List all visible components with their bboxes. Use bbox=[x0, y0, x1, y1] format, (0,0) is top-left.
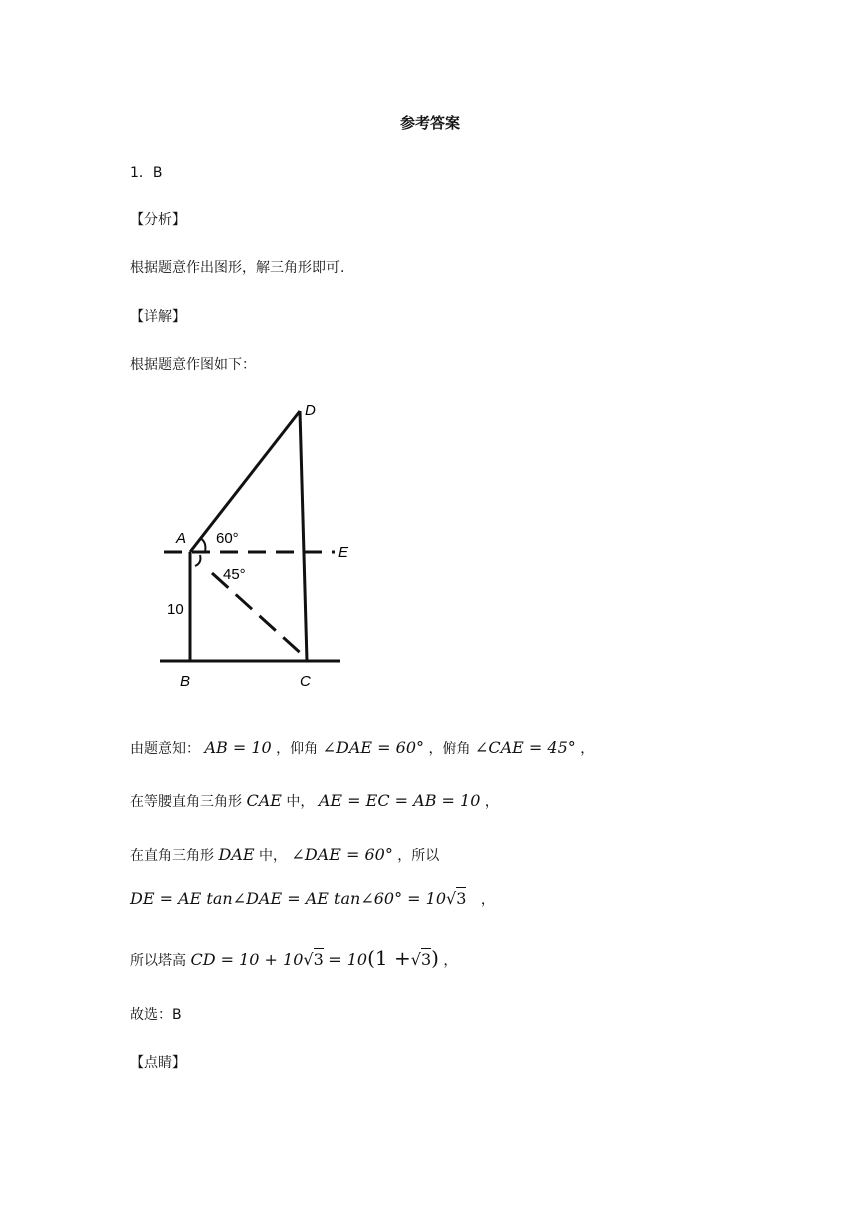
line1-mid: ，仰角 bbox=[276, 741, 319, 757]
line4-root: 3 bbox=[456, 889, 467, 908]
line1-end: ， bbox=[580, 741, 595, 757]
segment-dc bbox=[300, 411, 307, 661]
analysis-text: 根据题意作出图形，解三角形即可. bbox=[130, 260, 345, 276]
line2-tri: CAE bbox=[246, 791, 282, 810]
line2-mid: 中， bbox=[286, 794, 315, 810]
answer-line: 故选：B bbox=[130, 1007, 182, 1023]
line1-mid2: ，俯角 bbox=[428, 741, 471, 757]
label-c: C bbox=[300, 673, 311, 690]
question-number: 1．B bbox=[130, 165, 163, 181]
line1-ab: AB = 10 bbox=[204, 738, 272, 757]
line5-paren-a: (1 + bbox=[367, 946, 411, 970]
label-b: B bbox=[180, 673, 191, 690]
line5-eq-b: = 10 bbox=[328, 950, 368, 969]
line5-prefix: 所以塔高 bbox=[130, 953, 186, 969]
sqrt-sign-2: √ bbox=[303, 950, 314, 969]
line3-end: ，所以 bbox=[397, 848, 440, 864]
line2-prefix: 在等腰直角三角形 bbox=[130, 794, 242, 810]
line4-end: ， bbox=[480, 892, 495, 908]
angle-arc-45 bbox=[195, 555, 200, 566]
line3-prefix: 在直角三角形 bbox=[130, 848, 214, 864]
label-e: E bbox=[338, 544, 349, 561]
label-angle-45: 45° bbox=[223, 566, 246, 583]
solution-line-1 bbox=[130, 738, 594, 758]
line5-root1: 3 bbox=[313, 950, 324, 969]
solution-line-2 bbox=[130, 791, 499, 811]
label-d: D bbox=[305, 402, 316, 419]
solution-line-5 bbox=[130, 946, 457, 970]
line5-end: ， bbox=[443, 953, 458, 969]
line5-eq-a: CD = 10 + 10 bbox=[190, 950, 304, 969]
sqrt-sign-3: √ bbox=[410, 950, 421, 969]
analysis-heading: 【分析】 bbox=[130, 212, 186, 228]
geometry-figure bbox=[150, 395, 370, 695]
label-ab-length: 10 bbox=[167, 601, 184, 618]
line3-tri: DAE bbox=[218, 845, 255, 864]
dashed-ac bbox=[212, 573, 305, 657]
detail-heading: 【详解】 bbox=[130, 309, 186, 325]
line3-eq: ∠DAE = 60° bbox=[291, 845, 393, 864]
line5-root2: 3 bbox=[420, 950, 432, 969]
detail-intro: 根据题意作图如下： bbox=[130, 357, 256, 373]
sqrt-sign-1: √ bbox=[446, 889, 457, 908]
line1-cae: ∠CAE = 45° bbox=[474, 738, 576, 757]
line5-paren-b: ) bbox=[431, 946, 439, 970]
line2-eq: AE = EC = AB = 10 bbox=[318, 791, 481, 810]
line4-eq: DE = AE tan∠DAE = AE tan∠60° = 10 bbox=[130, 889, 447, 908]
line1-dae: ∠DAE = 60° bbox=[322, 738, 425, 757]
page-title: 参考答案 bbox=[399, 114, 460, 132]
comment-heading: 【点睛】 bbox=[130, 1055, 186, 1071]
label-angle-60: 60° bbox=[216, 530, 239, 547]
line1-prefix: 由题意知： bbox=[130, 741, 200, 757]
solution-line-3 bbox=[130, 845, 439, 865]
line3-mid: 中， bbox=[258, 848, 287, 864]
line2-end: ， bbox=[484, 794, 499, 810]
solution-line-4 bbox=[130, 889, 495, 909]
label-a: A bbox=[176, 530, 187, 547]
segment-ad bbox=[190, 411, 300, 552]
